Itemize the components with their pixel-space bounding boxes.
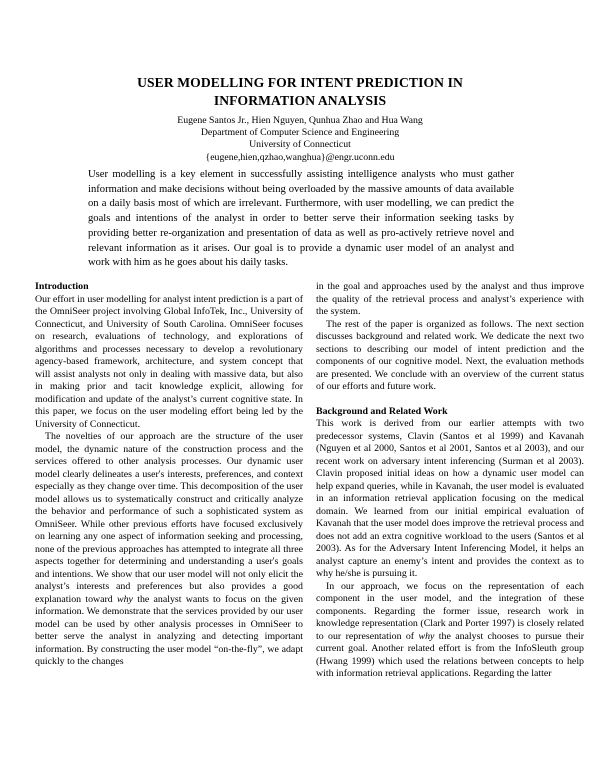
introduction-heading: Introduction [35,281,89,292]
right-column [316,281,584,681]
author-names: Eugene Santos Jr., Hien Nguyen, Qunhua Zhao and Hua Wang [177,115,423,126]
abstract: User modelling is a key element in successfully assisting intelligence analysts who must gather information and make decisions without being overloaded by the massive amounts of data available on a daily basis most of which are irrelevant. Furthermore, with user modelling, we can predict the goals and intentions of the analyst in order to better serve their information seeking tasks by providing better re-organization and presentation of data as well as pro-actively retrieve novel and relevant information as it arises. Our goal is to provide a dynamic user model of an analyst and work with him as he goes about his daily tasks. [88,169,514,269]
author-emails: {eugene,hien,qzhao,wanghua}@engr.uconn.edu [205,151,395,163]
intro-paragraph-4: The rest of the paper is organized as follows. The next section discusses background and related work. We dedicate the next two sections to describing our model of intent prediction and the components of our cognitive model. Next, the evaluation methods are presented. We conclude with an overview of the current status of our efforts and future work. [316,318,584,392]
intro-p2-why: why [117,593,133,605]
author-block [60,115,540,164]
paper-title [60,74,540,110]
intro-p2-text: The novelties of our approach are the structure of the user model, the dynamic nature of the construction process and the services offered to other analysis processes. Our dynamic user model clearly delineates a user's interests, preferences, and context especially as they change over time. This decomposition of the user model allows us to systematically construct and critically analyze the behavior and performance of such a sophisticated system as OmniSeer. While other previous efforts have focused exclusively on learning any one aspect of information seeking and processing, none of the previous approaches has attempted to integrate all three aspects together for determining and understanding a user's goals and intentions. We show that our user model will not only elicit the analyst’s interests and preferences but also provides a good explanation toward [35,431,303,605]
intro-paragraph-3: in the goal and approaches used by the analyst and thus improve the quality of the retrieval process and analyst’s experience with the system. [316,281,584,317]
background-paragraph-2 [316,581,584,681]
title-line-2: INFORMATION ANALYSIS [213,93,387,108]
intro-p2-tail: the analyst wants to focus on the given information. We demonstrate that the services provided by our user model can be used by other analysis processes in OmniSeer to better serve the analyst in analyzing and detecting important information. By constructing the user model “on-the-fly”, we adapt quickly to the changes [35,593,304,667]
background-heading: Background and Related Work [316,405,448,417]
section-gap [316,394,584,406]
bg-p2-tail: the analyst chooses to pursue their current goal. Another related effort is from the InfoSleuth group (Hwang 1999) which used the relations between concepts to help with information retrieval applications. Regarding the latter [316,630,585,679]
intro-paragraph-1: Our effort in user modelling for analyst intent prediction is a part of the OmniSeer project involving Global InfoTek, Inc., University of Connecticut, and University of South Carolina. OmniSeer focuses on research, evaluations of technology, and explorations of algorithms and processes necessary to develop a revolutionary agency-based framework, architecture, and system concept that will assist analysts not only in dealing with massive data, but also in making prior and tacit knowledge explicit, allowing for modification and update of the analyst’s current cognitive state. In this paper, we focus on the user modeling effort being led by the University of Connecticut. [35,293,303,430]
university: University of Connecticut [249,139,351,151]
bg-p2-head: In our approach, we focus on the representation of each component in the user model, and the integration of these components. Regarding the former issue, research work in knowledge representation (Clark and Porter 1997) is closely related to our representation of [316,580,584,642]
intro-paragraph-2 [35,431,303,669]
department: Department of Computer Science and Engineering [200,127,400,139]
background-paragraph-1: This work is derived from our earlier attempts with two predecessor systems, Clavin (Santos et al 1999) and Kavanah (Nguyen et al 2000, Santos et al 2001, Santos et al 2003), and our recent work on adversary intent inferencing (Surman et al 2003). Clavin proposed initial ideas on how a dynamic user model can help expand queries, while in Kavanah, the user model is evaluated in an information retrieval application focusing on the medical domain. We learned from our initial empirical evaluation of Kavanah that the user model does improve the retrieval process and does not add an extra cognitive workload to the users (Santos et al 2003). As for the Adversary Intent Inferencing Model, it helps an analyst capture an enemy’s intent and provides the context as to why he/she is pursuing it. [316,418,584,579]
bg-p2-why: why [418,630,435,642]
left-column [35,281,303,669]
title-line-1: USER MODELLING FOR INTENT PREDICTION IN [137,75,463,90]
